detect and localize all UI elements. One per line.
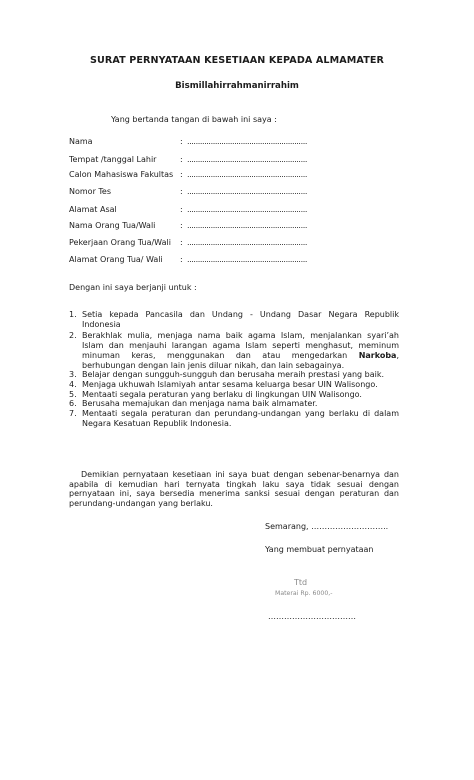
field-label: Alamat Asal: [69, 205, 117, 214]
item-number: 2.: [69, 331, 77, 341]
field-colon: :: [180, 170, 183, 179]
materai-stamp-note: Materai Rp. 6000,-: [275, 590, 333, 597]
item-text: Berusaha memajukan dan menjaga nama baik almamater.: [82, 399, 318, 409]
field-colon: :: [180, 187, 183, 196]
statement-maker-label: Yang membuat pernyataan: [265, 545, 374, 554]
item-text-emphasis: Narkoba: [358, 350, 397, 360]
field-blank: ........................................................: [187, 155, 308, 164]
item-text-part: , berhubungan dengan lain jenis diluar nikah, dan lain sebagainya.: [82, 350, 399, 370]
list-item: [69, 331, 399, 370]
field-blank: ........................................................: [187, 238, 308, 247]
field-alamat-asal: [69, 205, 339, 216]
item-text: [82, 331, 399, 370]
item-text: Menjaga ukhuwah Islamiyah antar sesama keluarga besar UIN Walisongo.: [82, 379, 378, 389]
document-title: SURAT PERNYATAAN KESETIAAN KEPADA ALMAMATER: [90, 55, 384, 66]
field-blank: ........................................................: [187, 255, 308, 264]
place-date: Semarang, ………………………..: [265, 522, 389, 531]
item-number: 7.: [69, 409, 77, 419]
item-text: Mentaati segala peraturan dan perundang-undangan yang berlaku di dalam Negara Kesatuan Republik Indonesia.: [82, 409, 399, 428]
field-colon: :: [180, 137, 183, 146]
field-nomor-tes: [69, 187, 339, 198]
field-alamat-orang-tua: [69, 255, 339, 266]
signature-name-line: ……………………………: [268, 612, 356, 621]
list-item: [69, 390, 399, 400]
item-text: Mentaati segala peraturan yang berlaku di lingkungan UIN Walisongo.: [82, 389, 362, 399]
field-label: Nama: [69, 137, 93, 146]
list-item: [69, 399, 399, 409]
field-nama: [69, 137, 339, 148]
field-colon: :: [180, 155, 183, 164]
field-blank: ........................................................: [187, 187, 308, 196]
field-label: Alamat Orang Tua/ Wali: [69, 255, 163, 264]
field-colon: :: [180, 255, 183, 264]
item-text-part: Berakhlak mulia, menjaga nama baik agama Islam, menjalankan syari’ah Islam dan menjauhi larangan agama Islam seperti menghasut, meminum minuman keras, menggunakan dan atau mengedarkan: [82, 331, 399, 360]
field-pekerjaan-orang-tua: [69, 238, 339, 249]
ttd-mark: Ttd: [294, 578, 308, 587]
intro-text: Yang bertanda tangan di bawah ini saya :: [111, 115, 277, 124]
item-number: 1.: [69, 310, 77, 319]
item-number: 5.: [69, 389, 77, 399]
item-number: 4.: [69, 379, 77, 389]
field-label: Nama Orang Tua/Wali: [69, 221, 156, 230]
field-tempat-tanggal-lahir: [69, 155, 339, 166]
list-item: [69, 409, 399, 428]
item-number: 6.: [69, 399, 77, 409]
field-colon: :: [180, 205, 183, 214]
field-nama-orang-tua: [69, 221, 339, 232]
field-blank: ........................................................: [187, 170, 308, 179]
list-item: [69, 370, 399, 380]
field-blank: ........................................................: [187, 221, 308, 230]
promise-list: [69, 310, 399, 428]
field-blank: ........................................................: [187, 137, 308, 146]
list-item: [69, 380, 399, 390]
field-label: Tempat /tanggal Lahir: [69, 155, 157, 164]
item-text: Belajar dengan sungguh-sungguh dan berusaha meraih prestasi yang baik.: [82, 370, 385, 380]
field-label: Pekerjaan Orang Tua/Wali: [69, 238, 171, 247]
closing-paragraph: Demikian pernyataan kesetiaan ini saya buat dengan sebenar-benarnya dan apabila di kemudian hari ternyata tingkah laku saya tidak sesuai dengan pernyataan ini, saya bersedia menerima sanksi sesuai dengan peraturan dan perundang-undangan yang berlaku.: [69, 470, 399, 509]
item-text: Setia kepada Pancasila dan Undang - Undang Dasar Negara Republik Indonesia: [82, 310, 399, 329]
list-item: [69, 310, 399, 329]
field-label: Nomor Tes: [69, 187, 112, 196]
basmalah-heading: Bismillahirrahmanirrahim: [175, 81, 299, 91]
field-blank: ........................................................: [187, 205, 308, 214]
promise-intro: Dengan ini saya berjanji untuk :: [69, 283, 197, 292]
item-number: 3.: [69, 370, 77, 380]
field-colon: :: [180, 238, 183, 247]
field-calon-mahasiswa-fakultas: [69, 170, 339, 181]
field-label: Calon Mahasiswa Fakultas: [69, 170, 174, 179]
field-colon: :: [180, 221, 183, 230]
